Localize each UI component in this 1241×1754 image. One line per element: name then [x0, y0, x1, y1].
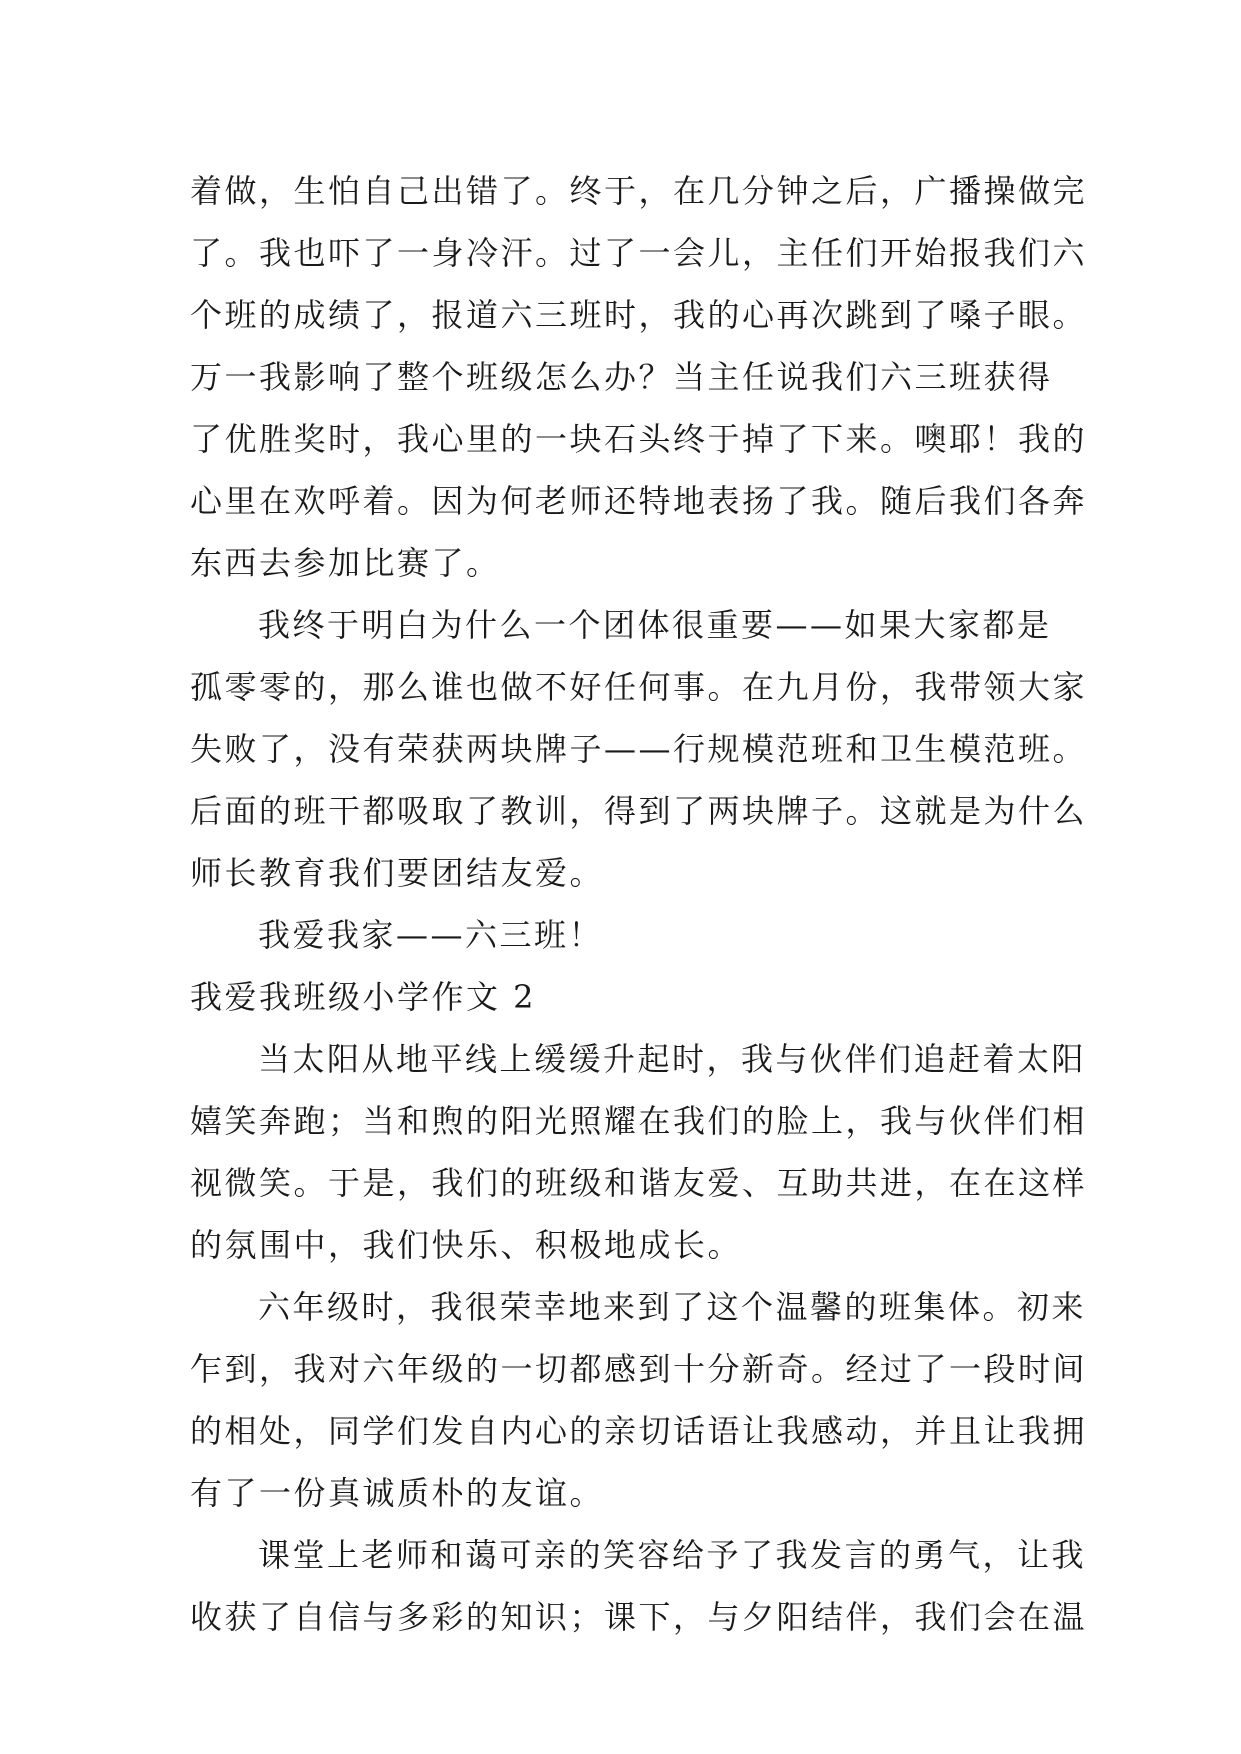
text-line: 了。我也吓了一身冷汗。过了一会儿，主任们开始报我们六 [190, 234, 1088, 272]
essay-body [190, 160, 1088, 1648]
paragraph-start-line: 六年级时，我很荣幸地来到了这个温馨的班集体。初来 [258, 1288, 1087, 1326]
paragraph-start-line: 我终于明白为什么一个团体很重要——如果大家都是 [258, 606, 1052, 644]
text-line: 个班的成绩了，报道六三班时，我的心再次跳到了嗓子眼。 [190, 296, 1088, 334]
text-line: 心里在欢呼着。因为何老师还特地表扬了我。随后我们各奔 [190, 482, 1088, 520]
text-line: 的氛围中，我们快乐、积极地成长。 [190, 1226, 743, 1264]
text-line: 的相处，同学们发自内心的亲切话语让我感动，并且让我拥 [190, 1412, 1088, 1450]
section-title: 我爱我班级小学作文 2 [190, 978, 537, 1016]
text-line: 了优胜奖时，我心里的一块石头终于掉了下来。噢耶！我的 [190, 420, 1088, 458]
text-line: 孤零零的，那么谁也做不好任何事。在九月份，我带领大家 [190, 668, 1088, 706]
text-line: 乍到，我对六年级的一切都感到十分新奇。经过了一段时间 [190, 1350, 1088, 1388]
text-line: 失败了，没有荣获两块牌子——行规模范班和卫生模范班。 [190, 730, 1088, 768]
text-line: 嬉笑奔跑；当和煦的阳光照耀在我们的脸上，我与伙伴们相 [190, 1102, 1088, 1140]
text-line: 收获了自信与多彩的知识；课下，与夕阳结伴，我们会在温 [190, 1598, 1088, 1636]
text-line: 视微笑。于是，我们的班级和谐友爱、互助共进，在在这样 [190, 1164, 1088, 1202]
text-line: 万一我影响了整个班级怎么办？当主任说我们六三班获得 [190, 358, 1053, 396]
paragraph-start-line: 当太阳从地平线上缓缓升起时，我与伙伴们追赶着太阳 [258, 1040, 1087, 1078]
paragraph-start-line: 课堂上老师和蔼可亲的笑容给予了我发言的勇气，让我 [258, 1536, 1087, 1574]
text-line: 后面的班干都吸取了教训，得到了两块牌子。这就是为什么 [190, 792, 1088, 830]
text-line: 师长教育我们要团结友爱。 [190, 854, 605, 892]
paragraph-start-line: 我爱我家——六三班！ [258, 916, 604, 954]
text-line: 有了一份真诚质朴的友谊。 [190, 1474, 605, 1512]
text-line: 着做，生怕自己出错了。终于，在几分钟之后，广播操做完 [190, 172, 1088, 210]
text-line: 东西去参加比赛了。 [190, 544, 501, 582]
